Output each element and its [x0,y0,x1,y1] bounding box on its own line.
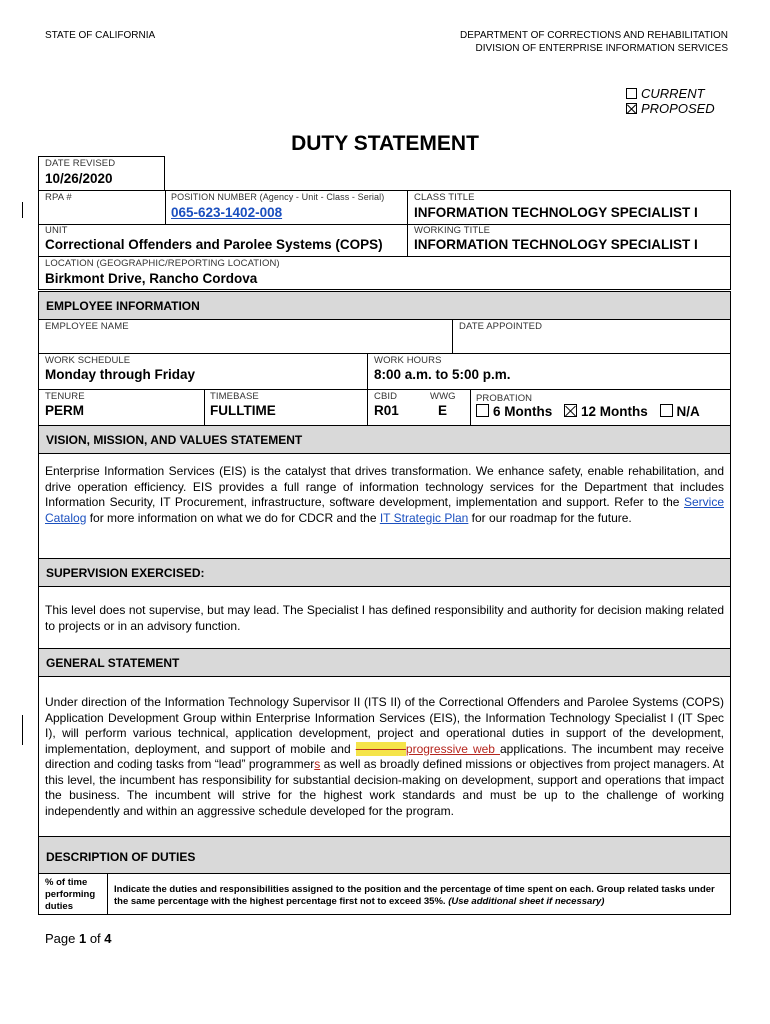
proposed-checkbox[interactable] [626,103,637,114]
vision-text-3: for our roadmap for the future. [468,510,632,525]
work-hours-label: WORK HOURS [374,355,442,366]
tenure-label: TENURE [45,391,85,402]
tenure-value[interactable]: PERM [45,403,85,418]
supervision-header: SUPERVISION EXERCISED: [38,558,731,587]
probation-6-checkbox[interactable] [476,404,489,417]
probation-label: PROBATION [476,393,533,404]
state-label: STATE OF CALIFORNIA [45,30,156,41]
timebase-value[interactable]: FULLTIME [210,403,276,418]
duties-instructions [114,884,726,908]
status-checkboxes [626,86,715,116]
class-title-label: CLASS TITLE [414,192,475,203]
date-appointed-label: DATE APPOINTED [459,321,543,332]
class-title-value[interactable]: INFORMATION TECHNOLOGY SPECIALIST I [414,205,698,220]
inserted-s: s [314,757,321,771]
position-number-label: POSITION NUMBER (Agency - Unit - Class - Serial) [171,192,385,202]
service-catalog-link[interactable]: Service Catalog [45,495,724,525]
department-header [420,29,728,55]
probation-6-months[interactable] [476,404,552,419]
date-revised-label: DATE REVISED [45,158,116,169]
work-hours-value[interactable]: 8:00 a.m. to 5:00 p.m. [374,367,511,382]
division-line-2: DIVISION OF ENTERPRISE INFORMATION SERVICES [475,43,728,54]
work-schedule-value[interactable]: Monday through Friday [45,367,195,382]
unit-label: UNIT [45,225,68,236]
change-bar [22,202,23,218]
wwg-label: WWG [430,391,456,402]
page-prefix: Page [45,931,79,946]
department-line-1: DEPARTMENT OF CORRECTIONS AND REHABILITATION [460,30,728,41]
general-text-3: as well as broadly defined missions or objectives from project managers. At this level, the incumbent has responsibility for substantial decision-making on development, support and operations that impact the business. The incumbent will strive for the highest work standards and must be up to the challenge of working independently and within an aggressive schedule developed for the program. [45,757,724,818]
page-total: 4 [104,931,112,946]
proposed-label: PROPOSED [641,101,715,116]
current-label: CURRENT [641,86,705,101]
position-number-link[interactable]: 065-623-1402-008 [171,205,283,220]
duties-instructions-note: (Use additional sheet if necessary) [448,896,605,907]
it-strategic-plan-link[interactable]: IT Strategic Plan [379,510,469,525]
vision-text-1: Enterprise Information Services (EIS) is the catalyst that drives transformation. We enhance safety, enable rehabilitation, and drive operation efficiency. EIS provides a full range of information technology services for the Department that includes Information Security, IT Procurement, infrastructure, software development, implementation and support. Refer to the [45,464,724,509]
supervision-text: This level does not supervise, but may lead. The Specialist I has defined responsibility and authority for decision making related to projects or in an advisory function. [45,603,724,633]
location-label: LOCATION (GEOGRAPHIC/REPORTING LOCATION) [45,258,280,269]
vision-header: VISION, MISSION, AND VALUES STATEMENT [38,425,731,454]
probation-options [476,404,708,419]
probation-12-label: 12 Months [581,404,648,419]
inserted-text: progressive web [405,741,500,756]
probation-na-checkbox[interactable] [660,404,673,417]
probation-6-label: 6 Months [493,404,553,419]
cbid-value[interactable]: R01 [374,403,399,418]
probation-na[interactable] [660,404,700,419]
location-value[interactable]: Birkmont Drive, Rancho Cordova [45,271,258,286]
general-statement-paragraph [45,695,724,819]
working-title-label: WORKING TITLE [414,225,491,236]
general-text-2: applications. The incumbent may receive direction and coding tasks from “lead” programmer [45,741,724,771]
timebase-label: TIMEBASE [210,391,259,402]
current-option[interactable] [626,86,715,101]
page-indicator [45,931,112,946]
change-bar [22,715,23,745]
page-current: 1 [78,931,87,946]
unit-value[interactable]: Correctional Offenders and Parolee Systems (COPS) [45,237,383,252]
general-statement-header: GENERAL STATEMENT [38,648,731,677]
page-title: DUTY STATEMENT [291,132,479,155]
probation-12-months[interactable] [564,404,648,419]
duties-header: DESCRIPTION OF DUTIES [38,836,731,874]
vision-text-2: for more information on what we do for CDCR and the [86,510,380,525]
cbid-label: CBID [374,391,398,402]
employee-info-header: EMPLOYEE INFORMATION [38,291,731,320]
rpa-label: RPA # [45,192,72,203]
page-of: of [86,931,105,946]
proposed-option[interactable] [626,101,715,116]
general-text-1: Under direction of the Information Technology Supervisor II (ITS II) of the Correctional Offenders and Parolee Systems (COPS) Application Development Group within Enterprise Information Services (EIS), the Information Technology Specialist I (IT Spec I), will perform various technical, application development, project and operational duties in support of the development, implementation, deployment, and support of mobile and [45,695,724,756]
working-title-value[interactable]: INFORMATION TECHNOLOGY SPECIALIST I [414,237,698,252]
probation-na-label: N/A [676,404,700,419]
deleted-text [356,742,406,756]
date-revised-value[interactable]: 10/26/2020 [45,171,113,186]
duties-instructions-text: Indicate the duties and responsibilities assigned to the position and the percentage of time spent on each. Group related tasks under the same percentage with the highest percentage first not to exceed 35%. [114,884,715,907]
wwg-value[interactable]: E [438,403,448,418]
vision-paragraph [45,464,724,526]
current-checkbox[interactable] [626,88,637,99]
pct-time-label: % of time performing duties [45,877,96,912]
employee-name-label: EMPLOYEE NAME [45,321,129,332]
probation-12-checkbox[interactable] [564,404,577,417]
work-schedule-label: WORK SCHEDULE [45,355,131,366]
